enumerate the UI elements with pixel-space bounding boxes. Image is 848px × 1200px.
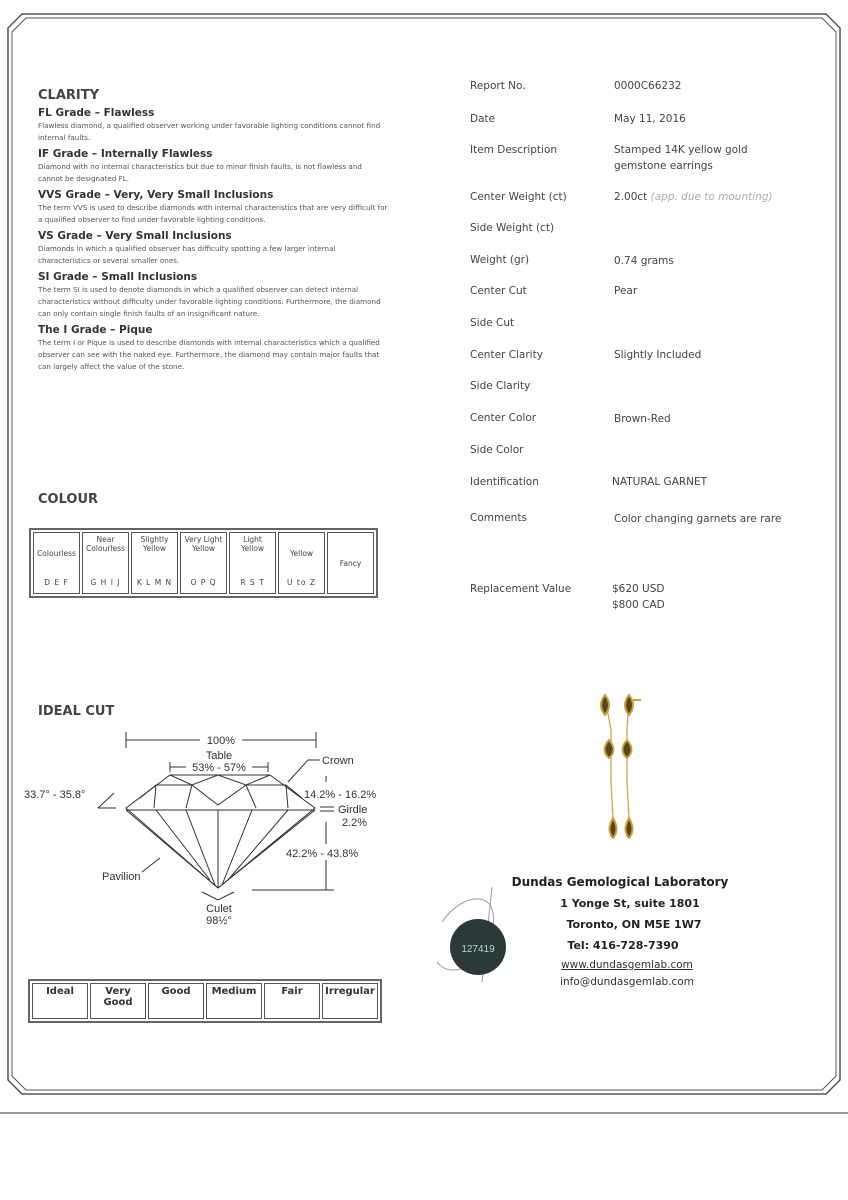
grade-text: The term SI is used to denote diamonds in which a qualified observer can detect internal characteristics without difficulty under favorable lighting conditions. Furthermore, the diamond can only contain single finish faults of an insignificant nature. — [38, 285, 381, 318]
colour-cell: Light Yellow R S T — [229, 532, 276, 594]
grade-heading: FL Grade – Flawless — [38, 107, 155, 119]
colour-title: COLOUR — [38, 492, 99, 507]
report-value: May 11, 2016 — [614, 113, 686, 125]
colour-cell: Very Light Yellow O P Q — [180, 532, 227, 594]
report-label: Side Weight (ct) — [470, 222, 555, 234]
diagram-crown-angle: 33.7° - 35.8° — [24, 789, 86, 801]
colour-cell: Fancy — [327, 532, 374, 594]
report-value: Pear — [614, 285, 638, 297]
lab-city: Toronto, ON M5E 1W7 — [566, 918, 702, 931]
earrings-photo — [585, 690, 655, 850]
lab-contact — [500, 872, 740, 991]
report-label: Center Weight (ct) — [470, 191, 567, 203]
grade-text: Diamonds in which a qualified observer has difficulty spotting a few larger internal characteristics or several smaller ones. — [38, 244, 336, 265]
report-label: Side Clarity — [470, 380, 531, 392]
report-value: Stamped 14K yellow gold gemstone earrings — [614, 144, 748, 172]
grade-text: The term I or Pique is used to describe diamonds with internal characteristics which a qualified observer can see with the naked eye. Furthermore, the diamond may contain major faults that can largely affect the value of the stone. — [38, 338, 380, 371]
grade-heading: SI Grade – Small Inclusions — [38, 271, 198, 283]
diagram-culet-value: 98½° — [206, 915, 232, 927]
cut-grade-cell: Ideal — [32, 983, 88, 1019]
report-label: Center Clarity — [470, 349, 543, 361]
cut-grade-cell: Medium — [206, 983, 262, 1019]
grade-text: The term VVS is used to describe diamonds with internal characteristics that are very difficult for a qualified observer to find under favorable lighting conditions. — [38, 203, 388, 224]
report-label: Item Description — [470, 144, 558, 156]
lab-address: 1 Yonge St, suite 1801 — [560, 897, 700, 910]
cut-grade-cell: Very Good — [90, 983, 146, 1019]
grade-heading: VS Grade – Very Small Inclusions — [38, 230, 232, 242]
diagram-crown: Crown — [322, 755, 354, 767]
report-value: Brown-Red — [614, 413, 671, 425]
report-label: Side Cut — [470, 317, 515, 329]
diagram-width: 100% — [206, 735, 236, 747]
clarity-section — [38, 88, 388, 377]
grade-heading: VVS Grade – Very, Very Small Inclusions — [38, 189, 274, 201]
diagram-girdle: Girdle — [338, 804, 368, 816]
report-label: Side Color — [470, 444, 524, 456]
colour-cell: Colourless D E F — [33, 532, 80, 594]
colour-scale-table — [29, 528, 378, 598]
diagram-culet: Culet — [206, 903, 232, 915]
lab-name: Dundas Gemological Laboratory — [511, 875, 729, 889]
cut-grade-table — [28, 979, 382, 1023]
grade-heading: The I Grade – Pique — [38, 324, 153, 336]
diagram-crown-height: 14.2% - 16.2% — [304, 789, 377, 801]
report-value: $620 USD $800 CAD — [612, 583, 665, 611]
lab-phone: Tel: 416-728-7390 — [567, 939, 679, 952]
report-value: NATURAL GARNET — [612, 476, 708, 488]
cut-grade-cell: Good — [148, 983, 204, 1019]
report-label: Date — [470, 113, 496, 125]
diagram-pavilion-depth: 42.2% - 43.8% — [286, 848, 359, 860]
cut-grade-cell: Irregular — [322, 983, 378, 1019]
lab-website-link[interactable]: www.dundasgemlab.com — [561, 959, 693, 971]
grade-text: Diamond with no internal characteristics but due to minor finish faults, is not flawless and cannot be designated FL. — [38, 162, 362, 183]
clarity-title: CLARITY — [38, 88, 100, 103]
report-value: 0.74 grams — [614, 255, 674, 267]
colour-cell: Slightly Yellow K L M N — [131, 532, 178, 594]
report-value: 2.00ct (app. due to mounting) — [614, 191, 773, 203]
grade-text: Flawless diamond, a qualified observer working under favorable lighting conditions cannot find internal faults. — [38, 121, 381, 142]
cut-grade-cell: Fair — [264, 983, 320, 1019]
report-value: 0000C66232 — [614, 80, 682, 92]
diagram-pavilion: Pavilion — [102, 871, 141, 883]
report-label: Weight (gr) — [470, 254, 530, 266]
seal-number: 127419 — [461, 944, 495, 955]
diagram-table: 53% - 57% — [192, 762, 246, 774]
colour-cell: Yellow U to Z — [278, 532, 325, 594]
report-label: Comments — [470, 512, 527, 524]
report-label: Center Cut — [470, 285, 527, 297]
report-value: Slightly Included — [614, 349, 702, 361]
colour-cell: Near Colourless G H I J — [82, 532, 129, 594]
report-label: Identification — [470, 476, 539, 488]
diagram-girdle-value: 2.2% — [342, 817, 368, 829]
report-label: Center Color — [470, 412, 537, 424]
ideal-cut-title: IDEAL CUT — [38, 704, 115, 719]
lab-email[interactable]: info@dundasgemlab.com — [560, 976, 694, 988]
report-label: Replacement Value — [470, 583, 572, 595]
diagram-table-label: Table — [205, 750, 233, 762]
report-value: Color changing garnets are rare — [614, 513, 782, 525]
diamond-proportions-diagram — [20, 730, 400, 930]
grade-heading: IF Grade – Internally Flawless — [38, 148, 213, 160]
report-label: Report No. — [470, 80, 526, 92]
